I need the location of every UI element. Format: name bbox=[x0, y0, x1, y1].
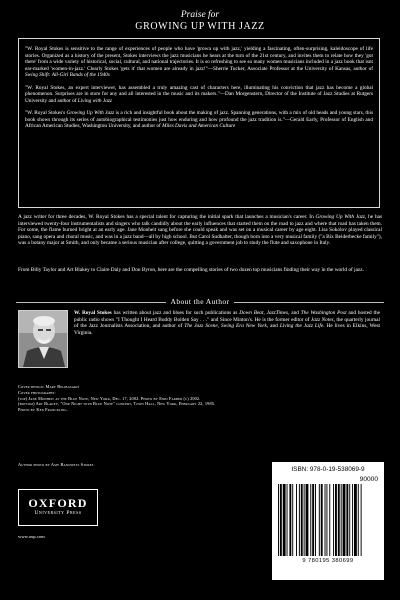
quote-text-lead: "W. Royal Stokes's bbox=[25, 110, 67, 117]
description-book-title: Growing Up With Jazz bbox=[315, 214, 365, 220]
credit-line: (bottom) Art Blakey, "One Night with Blue Note" concert, Town Hall, New York, February 22, 1985. bbox=[18, 401, 216, 407]
bio-text: , bbox=[217, 323, 222, 330]
quote-source-title: Miles Davis and American Culture bbox=[162, 123, 236, 130]
quote-morgenstern bbox=[25, 85, 373, 105]
about-author-heading bbox=[0, 297, 400, 306]
praise-header bbox=[0, 10, 400, 33]
author-photo bbox=[18, 310, 68, 368]
price-code: 90000 bbox=[359, 476, 378, 483]
ean-digits: 9 780195 380699 bbox=[302, 558, 354, 564]
publication-title: Down Beat bbox=[239, 310, 264, 316]
oxford-logo bbox=[18, 489, 98, 526]
barcode-block bbox=[272, 462, 384, 580]
praise-for-label: Praise for bbox=[180, 10, 220, 20]
bio-text: , and bbox=[288, 310, 301, 316]
bio-text: has written about jazz and blues for such publications as bbox=[111, 310, 240, 316]
author-photo-credit: Author photo by Amy Banowetz Stokes bbox=[18, 462, 94, 467]
quote-book-title: Growing Up With Jazz bbox=[66, 110, 115, 117]
bio-text: , bbox=[263, 310, 267, 316]
quote-source-title: Swing Shift: All-Girl Bands of the 1940s bbox=[25, 72, 110, 79]
credit-line: Photo by Ken Franckling. bbox=[18, 407, 68, 413]
about-author-label: About the Author bbox=[170, 297, 230, 306]
publication-title: The Washington Post bbox=[300, 310, 347, 316]
description-paragraph-2: From Billy Taylor and Art Blakey to Claire Daly and Don Byron, here are the compelling stories of two dozen top musicians finding their way in the world of jazz. bbox=[18, 267, 364, 273]
cover-credits bbox=[18, 384, 318, 413]
description-paragraph-1 bbox=[18, 214, 382, 247]
praise-quotes-box bbox=[18, 38, 380, 208]
quote-text: "W. Royal Stokes, an expert interviewer, has assembled a truly amazing cast of characters here, illuminating his conviction that jazz has become a global phenomenon. Surprises are in store for any and all interested in the music and its makers."—Dan Morgenstern, Director of the Institute of Jazz Studies at Rutgers University and author of bbox=[25, 84, 373, 104]
credit-line: Cover photographs: bbox=[18, 389, 56, 395]
publisher-website: www.oup.com bbox=[18, 534, 45, 539]
quote-early bbox=[25, 110, 373, 130]
quote-text: is a rich and insightful book about the making of jazz. Spanning generations, with a mix of old heads and young stars, this book shows through its series of autobiographical testimonies just how enduring and how profound the jazz tradition is."—Gerald Early, Professor of English and African American Studies, Washington University, and author of bbox=[25, 110, 374, 130]
author-bio bbox=[74, 310, 380, 336]
divider-left bbox=[16, 302, 166, 303]
publication-title: Swing Era New York bbox=[221, 323, 267, 330]
publication-title: JazzTimes bbox=[266, 310, 289, 316]
description-text: A jazz writer for three decades, W. Royal Stokes has a special talent for capturing the initial spark that launches a musician's career. In bbox=[18, 214, 316, 220]
bio-text: , the quarterly journal of the Jazz Journalists Association, and author of bbox=[74, 316, 381, 330]
quote-tucker bbox=[25, 46, 373, 79]
publication-title: Living the Jazz Life bbox=[279, 323, 324, 330]
credit-line: (top) Jane Monheit at the Blue Note, New York, Dec. 17, 2002. Photo by Enid Farber (c) 2002. bbox=[18, 395, 201, 401]
credit-line: Cover design: Mary Belibasakis bbox=[18, 384, 80, 389]
publication-title: The Jazz Scene bbox=[184, 323, 218, 330]
book-title-heading: GROWING UP WITH JAZZ bbox=[135, 21, 265, 32]
author-name: W. Royal Stokes bbox=[74, 310, 112, 316]
description-text: , he has interviewed twenty-four instrumentalists and singers who talk candidly about the early influences that started them on the road to jazz and where that road has taken them. For some, the flame burned bright at an early age. Jane Monheit sang before she could speak and was set on a musical career by age eight. Lisa Sokolov played classical piano, sang opera and choral music, and was in a jazz band—all by high school. But Carol Sudhalter, though born into a very musical family ("a Bix Beiderbecke family"), was a botany major at Smith, and only became a serious musician after college, quitting a government job to study the flute and saxophone in Italy. bbox=[18, 214, 382, 247]
author-portrait-image bbox=[19, 311, 67, 367]
divider-right bbox=[234, 302, 384, 303]
quote-text: "W. Royal Stokes is sensitive to the range of experiences of people who have 'grown up with jazz,' yielding a fascinating, often-surprising, kaleidoscope of life stories. Organized as a history of the present, Stokes interviews the jazz musicians he hears at the turn of the 21st century, and invites them to relate how they 'got there' from a wide variety of historical, social, cultural, and national trajectories. It is so refreshing to see so many women musicians included in a jazz book that isnt ear-marked 'women-in-jazz.' Clearly Stokes 'gets it' that women are already in jazz!"—Sherrie Tucker, Associate Professor at the University of Kansas, author of bbox=[25, 46, 373, 72]
bio-text: , and bbox=[266, 323, 280, 330]
isbn-label: ISBN: 978-0-19-538069-9 bbox=[291, 466, 365, 473]
quote-source-title: Living with Jazz bbox=[77, 97, 112, 104]
barcode-bars bbox=[278, 484, 378, 556]
bio-text: . He lives in Elkins, West Virginia. bbox=[74, 323, 380, 336]
publication-title: Jazz Notes bbox=[310, 316, 334, 323]
publisher-name: OXFORD bbox=[28, 496, 88, 510]
bio-text: and hosted the public radio shows "I Thought I Heard Buddy Bolden Say . . ." and Since Minton's. He is the former editor of bbox=[74, 310, 381, 323]
publisher-subname: University Press bbox=[34, 510, 82, 516]
